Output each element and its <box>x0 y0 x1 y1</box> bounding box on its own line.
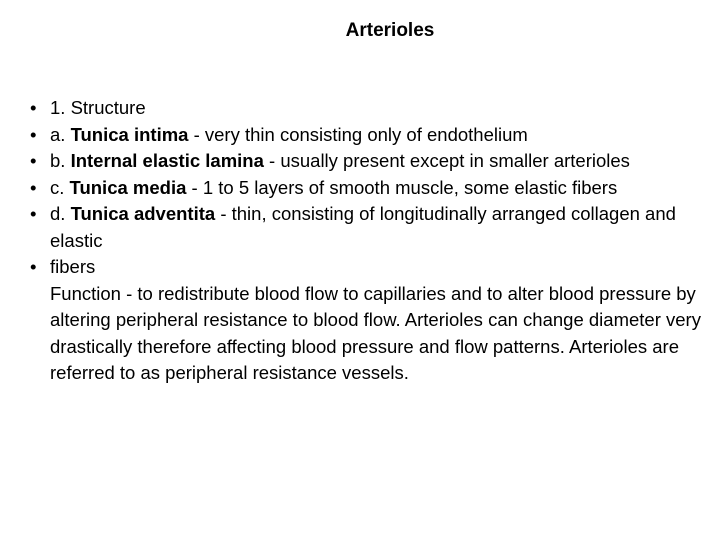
item-prefix: b. <box>50 150 71 171</box>
list-item <box>30 175 716 202</box>
bullet-list <box>30 95 716 387</box>
item-term: Tunica intima <box>70 123 189 145</box>
list-item <box>30 95 716 122</box>
item-term: Tunica media <box>69 176 187 198</box>
list-item <box>30 148 716 175</box>
item-prefix: d. <box>50 203 71 224</box>
slide-title: Arterioles <box>345 20 435 41</box>
bullet-icon: • <box>30 123 37 145</box>
item-prefix: a. <box>50 123 71 145</box>
list-item <box>30 254 716 387</box>
item-text: - very thin consisting only of endothelium <box>188 123 528 145</box>
bullet-icon: • <box>30 150 37 171</box>
list-item <box>30 122 716 149</box>
item-term: Tunica adventita <box>70 203 216 224</box>
bullet-icon: • <box>30 203 37 224</box>
item-text: - thin, consisting of longitudinally arranged collagen and elastic <box>50 203 676 251</box>
bullet-icon: • <box>30 256 37 277</box>
item-text: fibers <box>50 256 96 277</box>
item-term: Internal elastic lamina <box>70 150 264 171</box>
item-text: - usually present except in smaller arterioles <box>263 150 630 171</box>
item-text: - 1 to 5 layers of smooth muscle, some elastic fibers <box>186 176 618 198</box>
function-paragraph: Function - to redistribute blood flow to capillaries and to alter blood pressure by altering peripheral resistance to blood flow. Arterioles can change diameter very drastically therefore affecting blood pressure and flow patterns. Arterioles are referred to as peripheral resistance vessels. <box>50 282 701 383</box>
item-text: 1. Structure <box>50 97 146 118</box>
bullet-icon: • <box>30 97 37 118</box>
list-item <box>30 201 716 254</box>
bullet-icon: • <box>30 176 37 198</box>
item-prefix: c. <box>50 176 70 198</box>
